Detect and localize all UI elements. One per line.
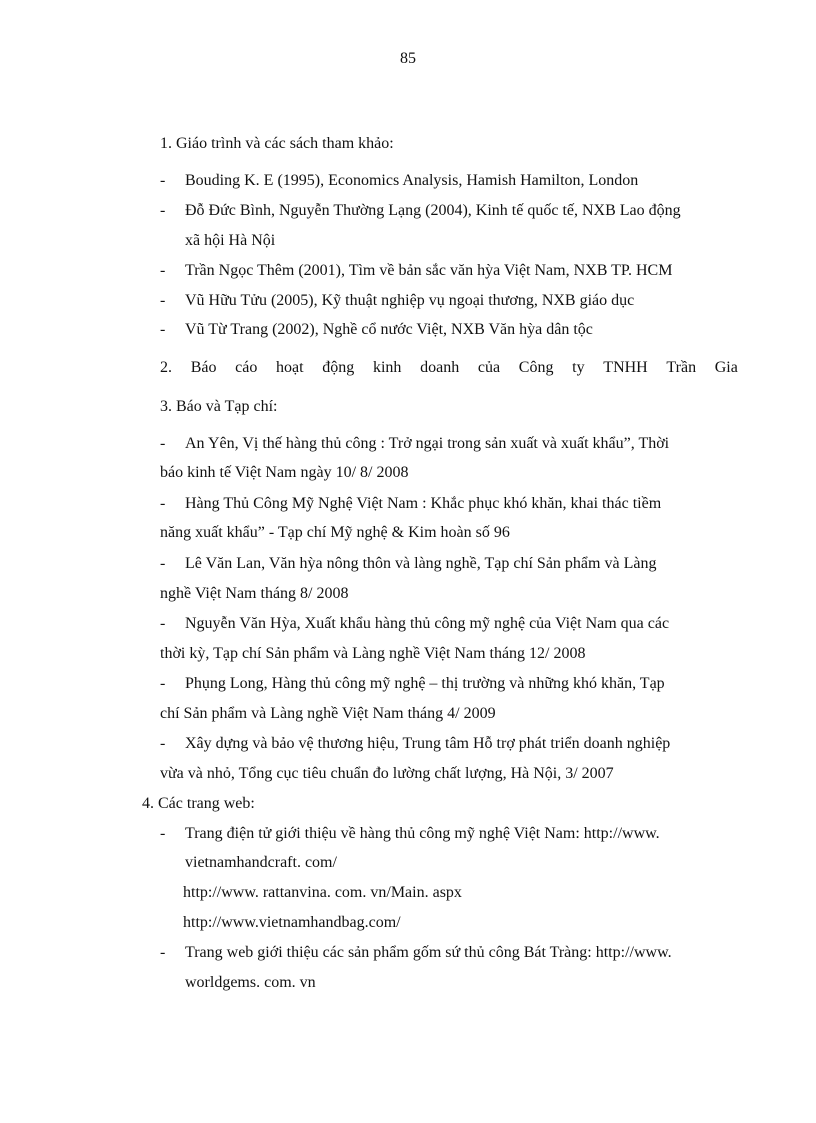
article-item-continuation: chí Sản phẩm và Làng nghề Việt Nam tháng 4/ 2009: [160, 705, 496, 722]
section-2-word: kinh: [372, 359, 402, 376]
section-2-word: của: [477, 359, 501, 376]
article-item: Phụng Long, Hàng thủ công mỹ nghệ – thị trường và những khó khăn, Tạp: [185, 675, 665, 692]
dash-marker: -: [160, 825, 166, 842]
article-item-continuation: thời kỳ, Tạp chí Sản phẩm và Làng nghề Việt Nam tháng 12/ 2008: [160, 645, 586, 662]
article-item-continuation: báo kinh tế Việt Nam ngày 10/ 8/ 2008: [160, 464, 409, 481]
reference-item: Trần Ngọc Thêm (2001), Tìm về bản sắc văn hỳa Việt Nam, NXB TP. HCM: [185, 262, 673, 279]
section-2-word: Công: [518, 359, 554, 376]
section-2-word: hoạt: [276, 359, 304, 376]
website-item: Trang điện tử giới thiệu về hàng thủ công mỹ nghệ Việt Nam: http://www.: [185, 825, 660, 842]
page-number: 85: [400, 50, 416, 67]
article-item-continuation: nghề Việt Nam tháng 8/ 2008: [160, 585, 349, 602]
article-item-continuation: năng xuất khẩu” - Tạp chí Mỹ nghệ & Kim hoàn số 96: [160, 524, 510, 541]
website-item: Trang web giới thiệu các sản phẩm gốm sứ thủ công Bát Tràng: http://www.: [185, 944, 672, 961]
dash-marker: -: [160, 435, 166, 452]
section-1-heading: 1. Giáo trình và các sách tham khảo:: [160, 135, 394, 152]
section-2-word: Trần: [666, 359, 697, 376]
article-item: Nguyễn Văn Hỳa, Xuất khẩu hàng thủ công mỹ nghệ của Việt Nam qua các: [185, 615, 670, 632]
website-url: worldgems. com. vn: [185, 974, 316, 991]
dash-marker: -: [160, 675, 166, 692]
dash-marker: -: [160, 944, 166, 961]
section-2-word: doanh: [420, 359, 460, 376]
dash-marker: -: [160, 172, 166, 189]
dash-marker: -: [160, 495, 166, 512]
dash-marker: -: [160, 321, 166, 338]
reference-item-continuation: xã hội Hà Nội: [185, 232, 276, 249]
article-item: Xây dựng và bảo vệ thương hiệu, Trung tâm Hỗ trợ phát triển doanh nghiệp: [185, 735, 671, 752]
dash-marker: -: [160, 735, 166, 752]
website-url: http://www.vietnamhandbag.com/: [183, 914, 401, 931]
section-2-word: cáo: [235, 359, 258, 376]
website-url: vietnamhandcraft. com/: [185, 854, 337, 871]
article-item: An Yên, Vị thế hàng thủ công : Trở ngại trong sản xuất và xuất khẩu”, Thời: [185, 435, 670, 452]
dash-marker: -: [160, 292, 166, 309]
reference-item: Vũ Hữu Tửu (2005), Kỹ thuật nghiệp vụ ngoại thương, NXB giáo dục: [185, 292, 635, 309]
article-item-continuation: vừa và nhỏ, Tổng cục tiêu chuẩn đo lường chất lượng, Hà Nội, 3/ 2007: [160, 765, 614, 782]
dash-marker: -: [160, 615, 166, 632]
section-4-heading: 4. Các trang web:: [142, 795, 255, 812]
section-2-word: ty: [572, 359, 585, 376]
article-item: Hàng Thủ Công Mỹ Nghệ Việt Nam : Khắc phục khó khăn, khai thác tiềm: [185, 495, 662, 512]
reference-item: Bouding K. E (1995), Economics Analysis, Hamish Hamilton, London: [185, 172, 639, 189]
reference-item: Vũ Từ Trang (2002), Nghề cổ nước Việt, NXB Văn hỳa dân tộc: [185, 321, 593, 338]
dash-marker: -: [160, 202, 166, 219]
dash-marker: -: [160, 555, 166, 572]
section-2-word: động: [322, 359, 355, 376]
section-2-word: Gia: [714, 359, 738, 376]
website-url: http://www. rattanvina. com. vn/Main. aspx: [183, 884, 462, 901]
article-item: Lê Văn Lan, Văn hỳa nông thôn và làng nghề, Tạp chí Sản phẩm và Làng: [185, 555, 657, 572]
reference-item: Đỗ Đức Bình, Nguyễn Thường Lạng (2004), Kinh tế quốc tế, NXB Lao động: [185, 202, 681, 219]
section-2-word: Báo: [190, 359, 217, 376]
section-2-heading: [160, 358, 738, 378]
dash-marker: -: [160, 262, 166, 279]
section-2-word: 2.: [160, 359, 172, 376]
section-2-word: TNHH: [603, 359, 648, 376]
section-3-heading: 3. Báo và Tạp chí:: [160, 398, 278, 415]
